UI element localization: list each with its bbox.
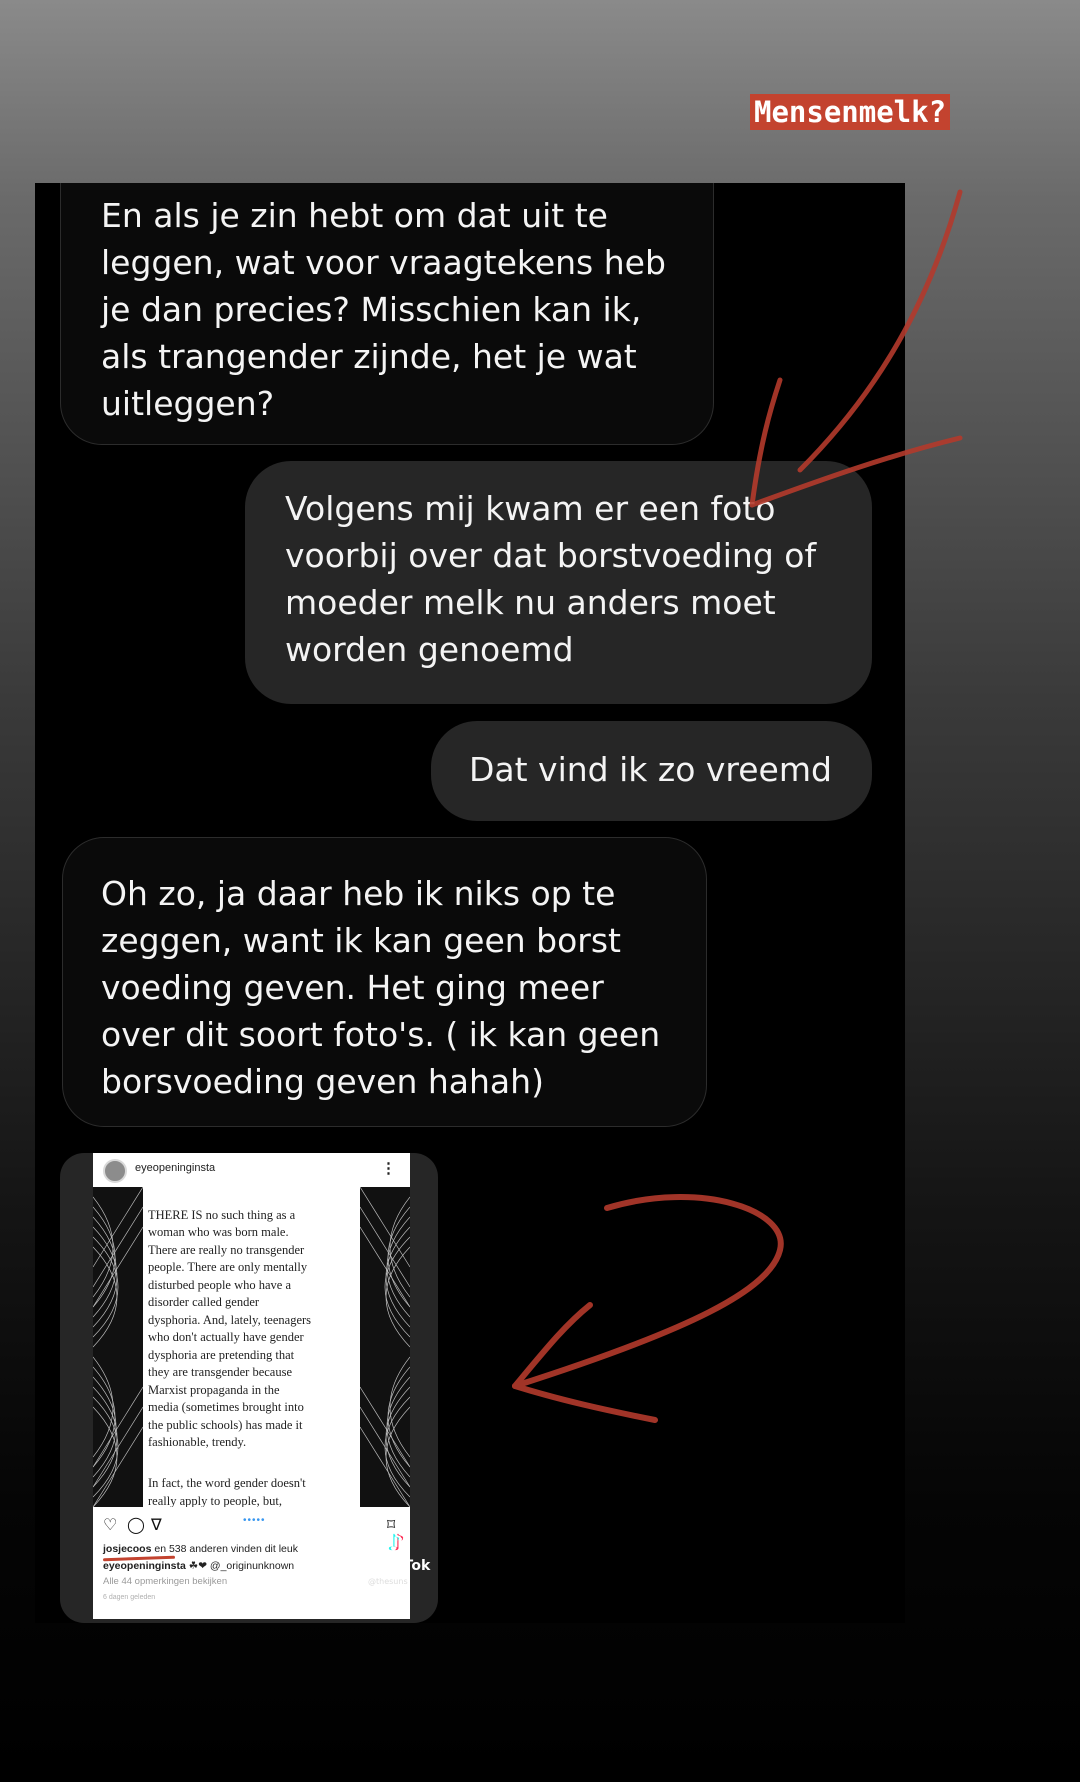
tiktok-logo-icon: ♪ xyxy=(389,1531,404,1556)
article-paragraph: In fact, the word gender doesn't really apply to people, but, xyxy=(148,1476,306,1507)
message-incoming: Oh zo, ja daar heb ik niks op te zeggen, want ik kan geen borst voeding geven. Het ging meer over dit soort foto's. ( ik kan geen borsvoeding geven hahah) xyxy=(62,837,707,1127)
tiktok-user: @thesuns xyxy=(368,1577,408,1586)
article-paragraph: THERE IS no such thing as a woman who was born male. There are really no transgender people. There are only mentally disturbed people who have a disorder called gender dysphoria. And, lately, teenagers who don't actually have gender dysphoria are pretending that they are transgender because Marxist propaganda in the media (sometimes brought into the public schools) has made it fashionable, trendy. xyxy=(148,1207,312,1449)
send-icon: ∇ xyxy=(151,1517,162,1534)
shared-post-attachment[interactable] xyxy=(60,1153,438,1623)
bookmark-icon: ⌑ xyxy=(387,1517,396,1534)
tiktok-brand: TikTok xyxy=(380,1558,431,1574)
message-outgoing: Volgens mij kwam er een foto voorbij over dat borstvoeding of moeder melk nu anders moet worden genoemd xyxy=(245,461,872,704)
decorative-lines-left xyxy=(93,1187,143,1507)
message-incoming: En als je zin hebt om dat uit te leggen, wat voor vraagtekens heb je dan precies? Misschien kan ik, als trangender zijnde, het je wat uitleggen? xyxy=(60,183,714,445)
caption-text: ☘❤ @_originunknown xyxy=(185,1560,295,1572)
caption-user: eyeopeninginsta xyxy=(103,1560,186,1572)
tiktok-watermark xyxy=(360,1531,430,1601)
likes-user: josjecoos xyxy=(103,1543,152,1555)
comment-icon: ◯ xyxy=(127,1517,145,1534)
post-header xyxy=(93,1153,410,1187)
caption-line xyxy=(103,1560,294,1572)
story-text-label: Mensenmelk? xyxy=(750,94,950,130)
message-outgoing: Dat vind ik zo vreemd xyxy=(431,721,872,821)
article-text xyxy=(148,1189,348,1507)
post-handle: eyeopeninginsta xyxy=(135,1162,216,1174)
decorative-lines-right xyxy=(360,1187,410,1507)
carousel-dots-icon: ••••• xyxy=(243,1515,266,1526)
likes-line xyxy=(103,1543,298,1555)
likes-text: en 538 anderen vinden dit leuk xyxy=(151,1543,298,1555)
post-image xyxy=(93,1187,410,1507)
post-actions xyxy=(103,1515,403,1535)
view-comments-link: Alle 44 opmerkingen bekijken xyxy=(103,1576,228,1587)
timestamp: 6 dagen geleden xyxy=(103,1594,156,1601)
chat-screenshot xyxy=(35,183,905,1623)
avatar xyxy=(103,1159,127,1183)
heart-icon: ♡ xyxy=(103,1517,118,1534)
more-vertical-icon: ⋮ xyxy=(381,1160,396,1177)
